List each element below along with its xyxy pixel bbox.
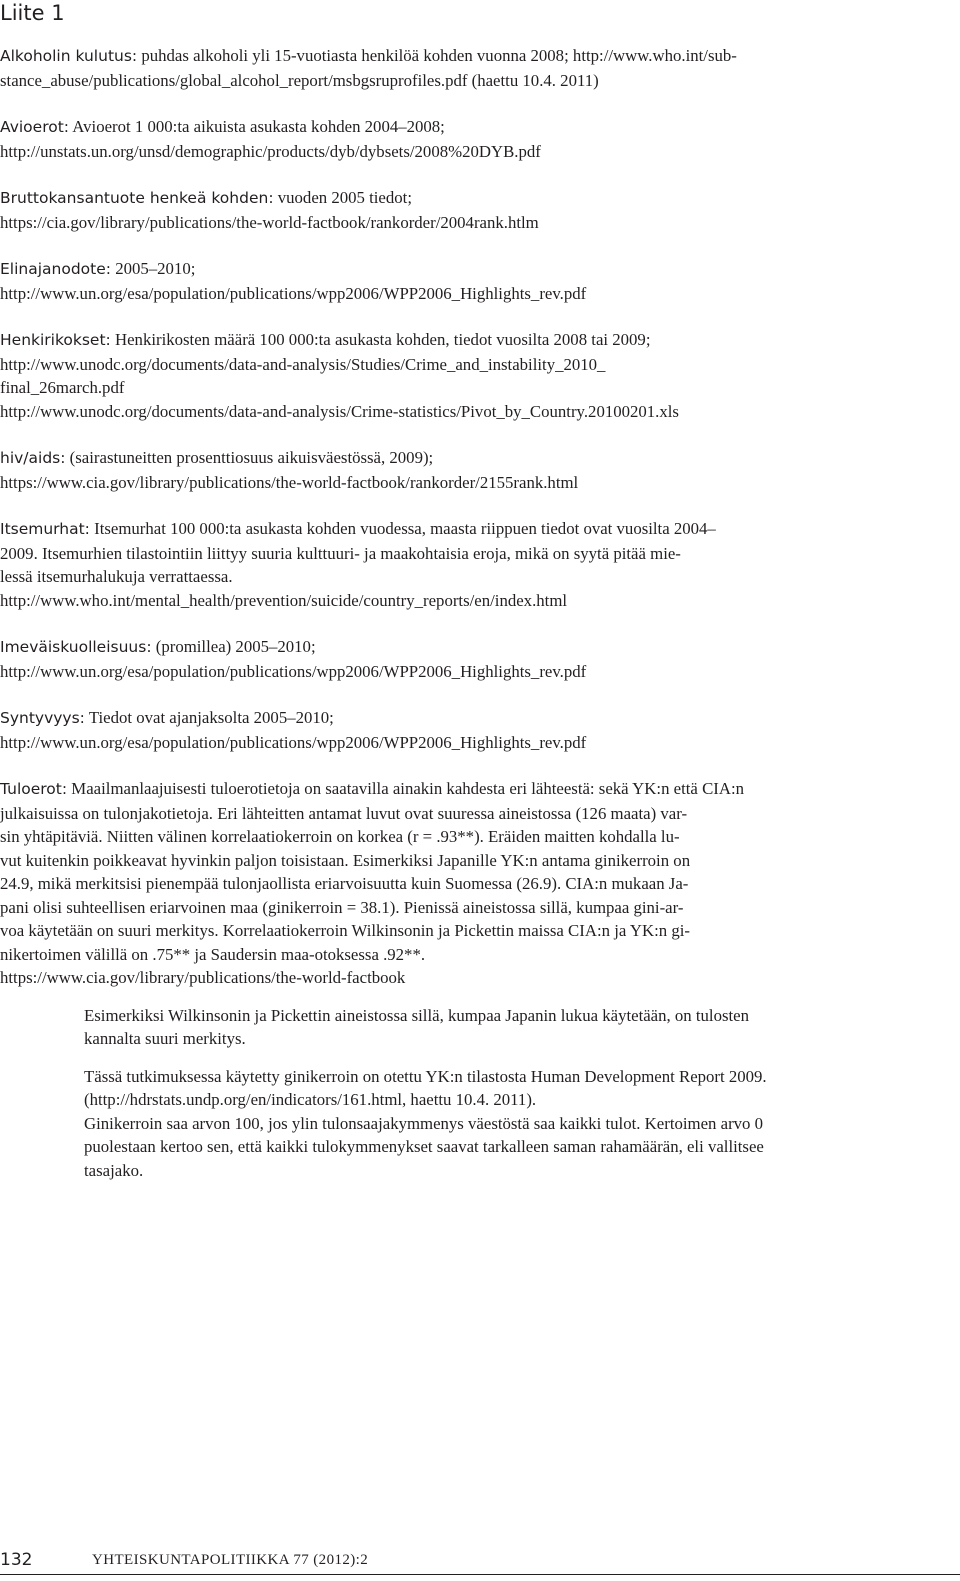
entry-label: Avioerot:	[0, 118, 70, 136]
paragraph-line: puolestaan kertoo sen, että kaikki tulokymmenykset saavat tarkalleen saman rahamäärän, eli vallitsee	[84, 1137, 764, 1156]
entry-text: voa käytetään on suuri merkitys. Korrelaatiokerroin Wilkinsonin ja Pickettin maissa CIA:n ja YK:n gi-	[0, 921, 691, 940]
entry-tuloerot	[0, 777, 958, 990]
entry-text: stance_abuse/publications/global_alcohol_report/msbgsruprofiles.pdf (haettu 10.4. 2011)	[0, 70, 599, 90]
footer-divider	[0, 1574, 960, 1575]
entry-url: http://www.un.org/esa/population/publications/wpp2006/WPP2006_Highlights_rev.pdf	[0, 283, 587, 303]
entry-label: Tuloerot:	[0, 780, 68, 798]
entry-text: Tiedot ovat ajanjaksolta 2005–2010;	[88, 708, 334, 727]
entry-text: (promillea) 2005–2010;	[155, 637, 316, 656]
gini-source-paragraph	[0, 1065, 958, 1183]
entry-bruttokansantuote	[0, 186, 958, 234]
entry-text: puhdas alkoholi yli 15-vuotiasta henkilöä kohden vuonna 2008; http://www.who.int/sub-	[141, 46, 737, 65]
page-number: 132	[0, 1550, 33, 1570]
entry-url: http://www.un.org/esa/population/publications/wpp2006/WPP2006_Highlights_rev.pdf	[0, 732, 587, 752]
entry-url: https://cia.gov/library/publications/the-world-factbook/rankorder/2004rank.htlm	[0, 212, 539, 232]
entry-elinajanodote	[0, 257, 958, 305]
entry-text: Itsemurhat 100 000:ta asukasta kohden vuodessa, maasta riippuen tiedot ovat vuosilta 2004–	[94, 519, 716, 538]
paragraph-line: (http://hdrstats.undp.org/en/indicators/161.html, haettu 10.4. 2011).	[84, 1090, 537, 1109]
entry-text: sin yhtäpitäviä. Niitten välinen korrelaatiokerroin on korkea (r = .93**). Eräiden maitten kohdalla lu-	[0, 827, 680, 846]
entry-text: Henkirikosten määrä 100 000:ta asukasta kohden, tiedot vuosilta 2008 tai 2009;	[114, 330, 651, 349]
entry-alkoholin-kulutus	[0, 44, 958, 92]
entry-label: Imeväiskuolleisuus:	[0, 638, 152, 656]
entry-label: Henkirikokset:	[0, 331, 111, 349]
entry-url: http://www.unodc.org/documents/data-and-analysis/Crime-statistics/Pivot_by_Country.20100201.xls	[0, 401, 679, 421]
entry-text: (sairastuneitten prosenttiosuus aikuisväestössä, 2009);	[69, 448, 434, 467]
entry-label: Elinajanodote:	[0, 260, 111, 278]
paragraph-line: Esimerkiksi Wilkinsonin ja Pickettin aineistossa sillä, kumpaa Japanin lukua käytetään, on tulosten	[84, 1005, 750, 1025]
entry-text: nikertoimen välillä on .75** ja Saudersin maa-otoksessa .92**.	[0, 944, 426, 964]
entry-text: pani olisi suhteellisen eriarvoinen maa (ginikerroin = 38.1). Pienissä aineistossa sillä, kumpaa gini-ar-	[0, 897, 684, 917]
entry-label: Syntyvyys:	[0, 709, 85, 727]
journal-name: YHTEISKUNTAPOLITIIKKA 77 (2012):2	[92, 1552, 369, 1568]
paragraph-line: kannalta suuri merkitys.	[84, 1029, 246, 1048]
entry-avioerot	[0, 115, 958, 163]
entry-text: vuoden 2005 tiedot;	[277, 188, 412, 207]
tuloerot-note-paragraph	[0, 1004, 958, 1051]
paragraph-line: Tässä tutkimuksessa käytetty ginikerroin on otettu YK:n tilastosta Human Development Report 2009.	[84, 1066, 767, 1086]
entry-text: Maailmanlaajuisesti tuloerotietoja on saatavilla ainakin kahdesta eri lähteestä: sekä YK:n että CIA:n	[71, 779, 745, 798]
entry-label: hiv/aids:	[0, 449, 66, 467]
entry-label: Alkoholin kulutus:	[0, 47, 138, 65]
entry-label: Itsemurhat:	[0, 520, 90, 538]
paragraph-line: tasajako.	[84, 1160, 144, 1180]
entry-syntyvyys	[0, 706, 958, 754]
entry-url: http://www.unodc.org/documents/data-and-analysis/Studies/Crime_and_instability_2010_	[0, 354, 606, 374]
entry-henkirikokset	[0, 328, 958, 423]
entry-text: Avioerot 1 000:ta aikuista asukasta kohden 2004–2008;	[72, 117, 445, 136]
entry-label: Bruttokansantuote henkeä kohden:	[0, 189, 274, 207]
entry-text: 2009. Itsemurhien tilastointiin liittyy suuria kulttuuri- ja maakohtaisia eroja, mikä on syytä pitää mie-	[0, 543, 681, 563]
entry-url: http://www.un.org/esa/population/publications/wpp2006/WPP2006_Highlights_rev.pdf	[0, 661, 587, 681]
entry-text: 24.9, mikä merkitsisi pienempää tulonjaollista eriarvoisuutta kuin Suomessa (26.9). CIA:n mukaan Ja-	[0, 874, 689, 893]
entry-url: final_26march.pdf	[0, 378, 125, 397]
paragraph-line: Ginikerroin saa arvon 100, jos ylin tulonsaajakymmenys väestöstä saa kaikki tulot. Kertoimen arvo 0	[84, 1113, 764, 1133]
entry-text: 2005–2010;	[115, 259, 196, 278]
page-footer	[0, 1548, 960, 1578]
source-list	[0, 44, 958, 1182]
entry-text: julkaisuissa on tulonjakotietoja. Eri lähteitten antamat luvut ovat suuressa aineistossa (126 maata) var-	[0, 803, 688, 823]
entry-url: http://www.who.int/mental_health/prevention/suicide/country_reports/en/index.html	[0, 590, 568, 610]
entry-url: https://www.cia.gov/library/publications/the-world-factbook	[0, 968, 406, 987]
entry-text: vut kuitenkin poikkeavat hyvinkin paljon toisistaan. Esimerkiksi Japanille YK:n antama ginikerroin on	[0, 850, 691, 870]
entry-url: http://unstats.un.org/unsd/demographic/products/dyb/dybsets/2008%20DYB.pdf	[0, 141, 541, 161]
entry-hiv-aids	[0, 446, 958, 494]
entry-url: https://www.cia.gov/library/publications/the-world-factbook/rankorder/2155rank.html	[0, 472, 579, 492]
page-title: Liite 1	[0, 1, 65, 25]
entry-itsemurhat	[0, 517, 958, 612]
entry-imevaiskuolleisuus	[0, 635, 958, 683]
entry-text: lessä itsemurhalukuja verrattaessa.	[0, 567, 233, 586]
